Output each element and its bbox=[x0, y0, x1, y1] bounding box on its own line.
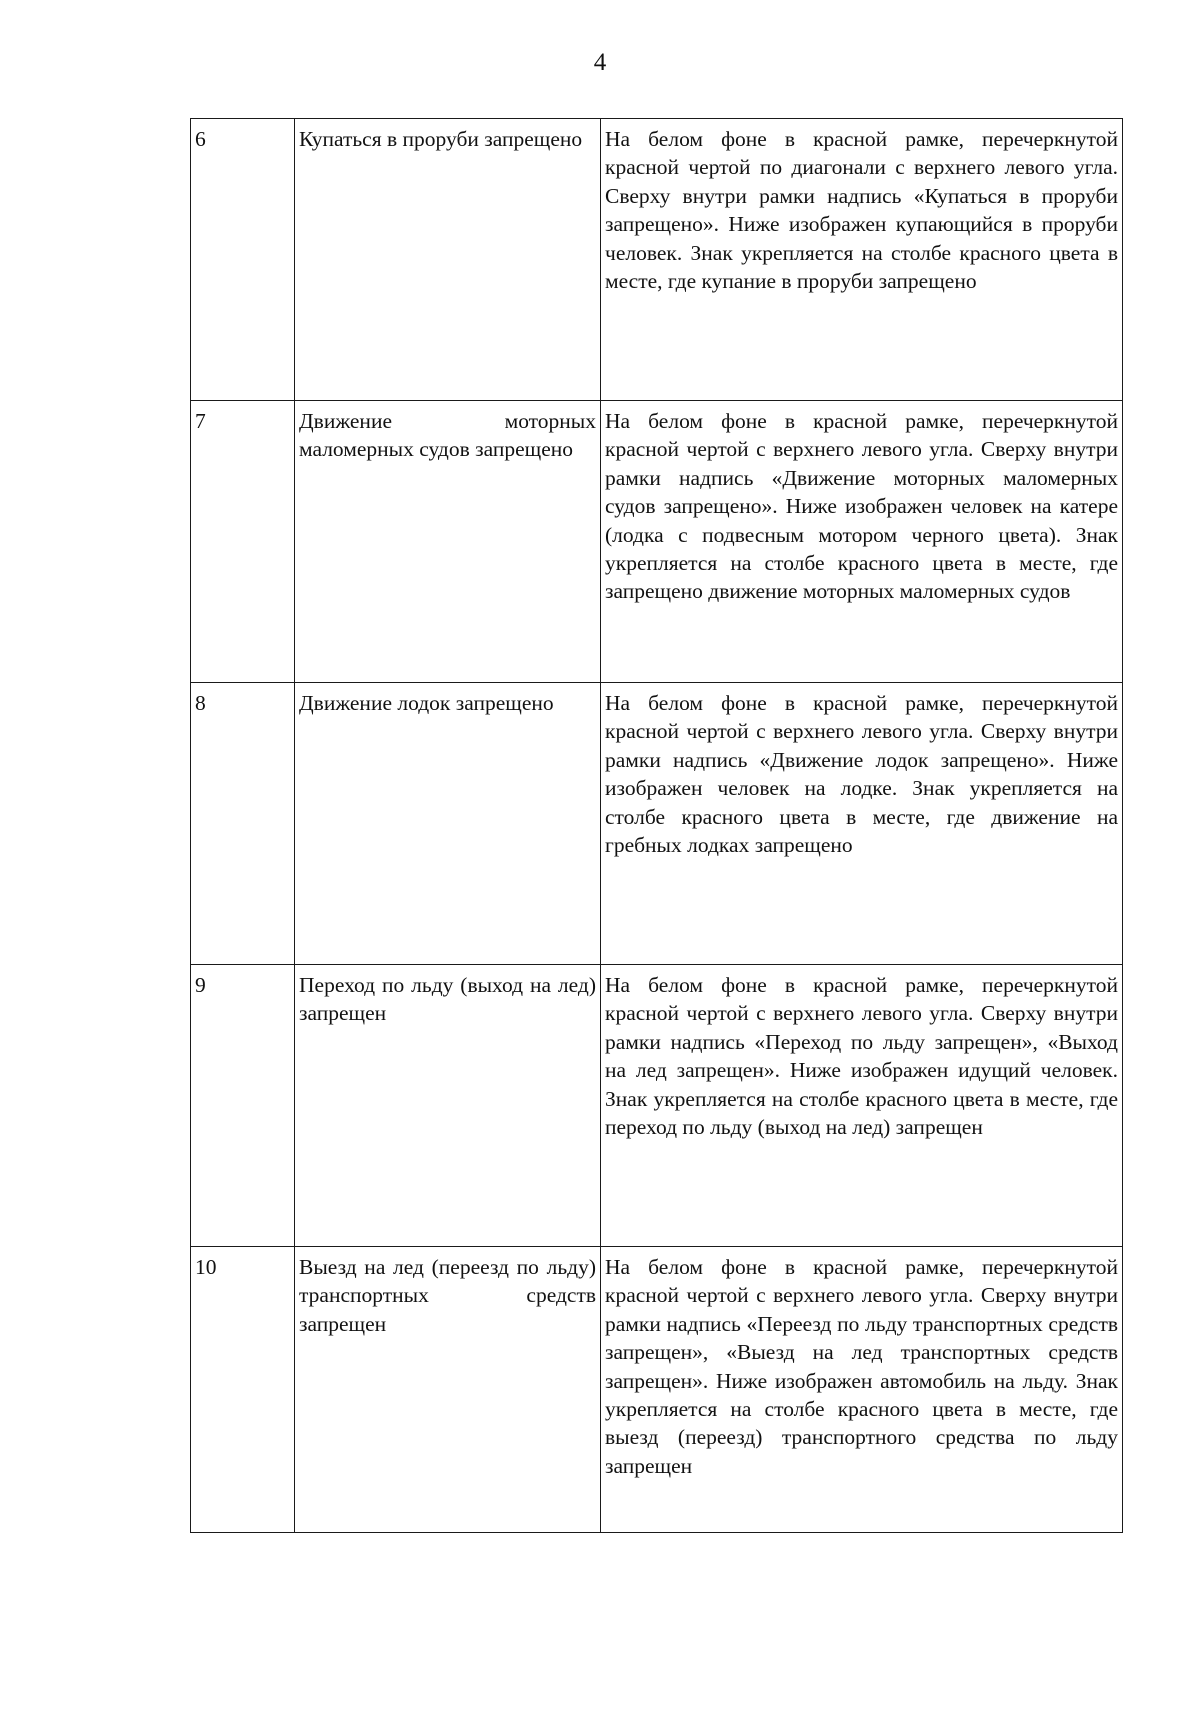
row-number: 6 bbox=[191, 119, 295, 401]
sign-name: Движение моторных маломерных судов запрещено bbox=[295, 401, 601, 683]
sign-description: На белом фоне в красной рамке, перечеркнутой красной чертой с верхнего левого угла. Сверху внутри рамки надпись «Движение моторных маломерных судов запрещено». Ниже изображен человек на катере (лодка с подвесным мотором черного цвета). Знак укрепляется на столбе красного цвета в месте, где запрещено движение моторных маломерных судов bbox=[601, 401, 1123, 683]
sign-name: Движение лодок запрещено bbox=[295, 683, 601, 965]
table-row bbox=[191, 683, 1123, 965]
table-row bbox=[191, 401, 1123, 683]
sign-name: Переход по льду (выход на лед) запрещен bbox=[295, 965, 601, 1247]
row-number: 7 bbox=[191, 401, 295, 683]
signs-table bbox=[190, 118, 1123, 1533]
table-row bbox=[191, 1247, 1123, 1533]
page-number: 4 bbox=[593, 49, 607, 76]
sign-description: На белом фоне в красной рамке, перечеркнутой красной чертой с верхнего левого угла. Сверху внутри рамки надпись «Переход по льду запрещен», «Выход на лед запрещен». Ниже изображен идущий человек. Знак укрепляется на столбе красного цвета в месте, где переход по льду (выход на лед) запрещен bbox=[601, 965, 1123, 1247]
sign-description: На белом фоне в красной рамке, перечеркнутой красной чертой с верхнего левого угла. Сверху внутри рамки надпись «Движение лодок запрещено». Ниже изображен человек на лодке. Знак укрепляется на столбе красного цвета в месте, где движение на гребных лодках запрещено bbox=[601, 683, 1123, 965]
row-number: 9 bbox=[191, 965, 295, 1247]
sign-name: Выезд на лед (переезд по льду) транспортных средств запрещен bbox=[295, 1247, 601, 1533]
table-row bbox=[191, 119, 1123, 401]
sign-name: Купаться в проруби запрещено bbox=[295, 119, 601, 401]
row-number: 8 bbox=[191, 683, 295, 965]
sign-description: На белом фоне в красной рамке, перечеркнутой красной чертой с верхнего левого угла. Сверху внутри рамки надпись «Переезд по льду транспортных средств запрещен», «Выезд на лед транспортных средств запрещен». Ниже изображен автомобиль на льду. Знак укрепляется на столбе красного цвета в месте, где выезд (переезд) транспортного средства по льду запрещен bbox=[601, 1247, 1123, 1533]
sign-description: На белом фоне в красной рамке, перечеркнутой красной чертой по диагонали с верхнего левого угла. Сверху внутри рамки надпись «Купаться в проруби запрещено». Ниже изображен купающийся в проруби человек. Знак укрепляется на столбе красного цвета в месте, где купание в проруби запрещено bbox=[601, 119, 1123, 401]
row-number: 10 bbox=[191, 1247, 295, 1533]
table-row bbox=[191, 965, 1123, 1247]
